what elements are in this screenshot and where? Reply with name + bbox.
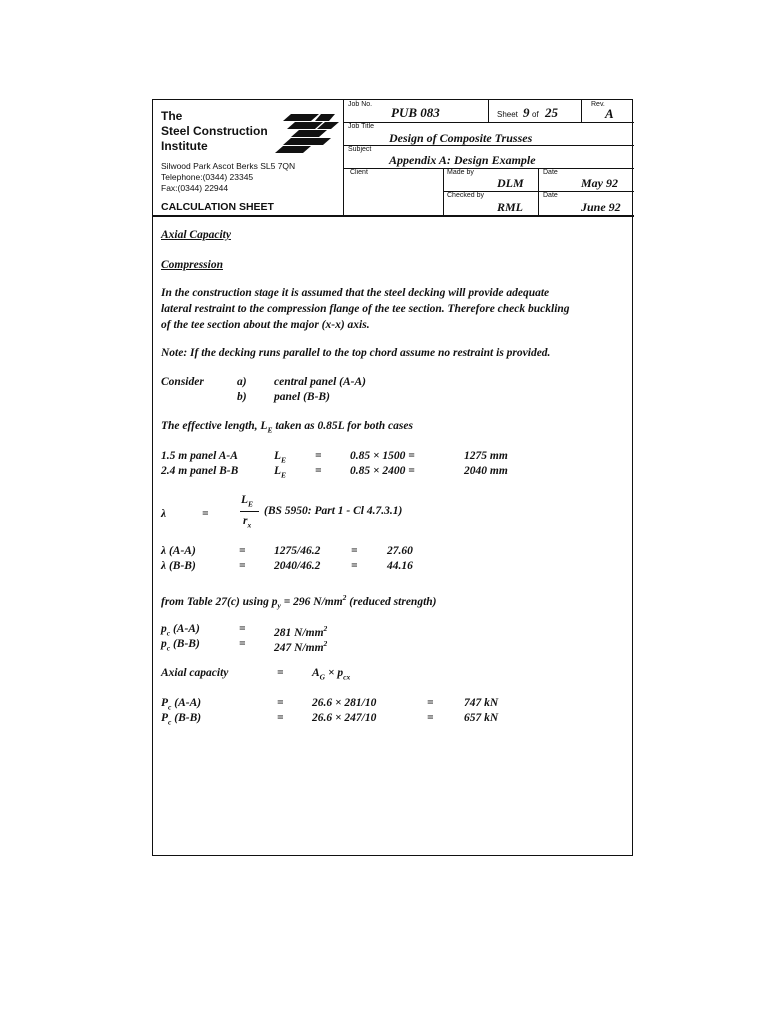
Pc-row-1-eq2: = (427, 697, 434, 709)
checked-date-label: Date (543, 192, 558, 199)
lambda-num-sub: E (248, 499, 254, 509)
pc-row-2-sub: c (166, 643, 171, 653)
pc-row-1-case: (A-A) (170, 623, 200, 635)
pc-row-2-label (161, 637, 200, 655)
header-bottom-rule (153, 215, 634, 217)
case-a-mark: a) (237, 376, 247, 388)
paragraph-line-3: of the tee section about the major (x-x) axis. (161, 319, 370, 331)
institute-name-line2: Steel Construction (161, 124, 268, 138)
Pc-row-1-eq: = (277, 697, 284, 709)
sheet-label: Sheet (497, 110, 518, 119)
table-ref-mid: = 296 N/mm (280, 595, 343, 608)
header-rule-1 (343, 122, 634, 123)
checked-by-value: RML (497, 200, 524, 214)
lambda-row-2-eq2: = (351, 560, 358, 572)
Pc-row-1-case: (A-A) (171, 697, 202, 709)
case-a-text: central panel (A-A) (274, 376, 366, 388)
axial-a: A (312, 667, 320, 679)
effective-length-pre: The effective length, L (161, 420, 268, 432)
made-date-value: May 92 (581, 176, 618, 190)
institute-name-line3: Institute (161, 139, 208, 153)
pc-row-1-sup: 2 (323, 624, 328, 633)
table-reference (161, 591, 437, 613)
len-row-1-expr: 0.85 × 1500 = (350, 450, 415, 462)
job-title-value: Design of Composite Trusses (389, 131, 533, 145)
header-rule-3 (343, 168, 634, 169)
Pc-row-2-sub: c (168, 717, 172, 727)
calculation-sheet (152, 99, 633, 856)
Pc-row-2-eq2: = (427, 712, 434, 724)
effective-length-sub: E (267, 425, 273, 435)
axial-capacity-expr (312, 666, 350, 684)
len-row-2-result: 2040 mm (464, 465, 508, 477)
subject-value: Appendix A: Design Example (389, 153, 536, 167)
len-row-1-sym-letter: L (274, 450, 282, 462)
lambda-num-letter: L (241, 494, 249, 506)
heading-compression: Compression (161, 259, 223, 271)
len-row-2-sym (274, 464, 286, 482)
lambda-row-1-result: 27.60 (387, 545, 413, 557)
job-no-label: Job No. (348, 101, 373, 108)
header-vline-madeby (443, 168, 444, 215)
institute-name-line1: The (161, 109, 183, 123)
len-row-1-eq: = (315, 450, 322, 462)
rev-label: Rev. (591, 101, 605, 108)
pc-row-2-sym: p (161, 638, 167, 650)
table-ref-post: (reduced strength) (346, 595, 437, 608)
heading-axial-capacity: Axial Capacity (161, 229, 231, 241)
Pc-row-2-expr: 26.6 × 247/10 (312, 712, 377, 724)
effective-length-post: taken as 0.85L for both cases (272, 420, 413, 432)
checked-by-label: Checked by (447, 192, 484, 199)
made-by-label: Made by (447, 169, 474, 176)
len-row-2-sym-letter: L (274, 465, 282, 477)
client-label: Client (350, 169, 368, 176)
pc-row-2-value (274, 637, 327, 655)
pc-row-1-sym: p (161, 623, 167, 635)
header-vline-rev (581, 100, 582, 122)
checked-date-value: June 92 (581, 200, 621, 214)
Pc-row-1-result: 747 kN (464, 697, 499, 709)
Pc-row-2-label (161, 711, 201, 729)
len-row-2-eq: = (315, 465, 322, 477)
header-divider-vertical (343, 100, 344, 215)
Pc-row-1-sym: P (161, 697, 169, 709)
paragraph-line-1: In the construction stage it is assumed that the steel decking will provide adequate (161, 287, 550, 299)
lambda-den-sub: x (247, 520, 252, 530)
Pc-row-2-eq: = (277, 712, 284, 724)
sheet-total: 25 (545, 105, 558, 120)
pc-row-1-sub: c (166, 628, 171, 638)
subject-label: Subject (348, 146, 372, 153)
institute-address: Silwood Park Ascot Berks SL5 7QN (161, 161, 296, 171)
table-ref-sub: y (277, 601, 281, 611)
axial-p-sub: cx (343, 672, 351, 682)
case-b-text: panel (B-B) (274, 391, 330, 403)
lambda-row-2-label: λ (B-B) (161, 560, 196, 572)
lambda-reference: (BS 5950: Part 1 - Cl 4.7.3.1) (264, 505, 403, 517)
table-ref-sup: 2 (342, 593, 347, 602)
made-date-label: Date (543, 169, 558, 176)
axial-times: × p (325, 667, 344, 679)
lambda-row-1-expr: 1275/46.2 (274, 545, 321, 557)
len-row-1-sym-sub: E (281, 455, 287, 465)
header-vline-sheet (488, 100, 489, 122)
len-row-2-expr: 0.85 × 2400 = (350, 465, 415, 477)
institute-fax: Fax:(0344) 22944 (161, 183, 229, 193)
lambda-denominator (243, 514, 251, 532)
paragraph-line-2: lateral restraint to the compression flange of the tee section. Therefore check buckling (161, 303, 570, 315)
lambda-row-1-eq: = (239, 545, 246, 557)
Pc-row-1-sub: c (168, 702, 172, 712)
lambda-symbol: λ (161, 508, 167, 520)
lambda-row-1-label: λ (A-A) (161, 545, 196, 557)
lambda-row-1-eq2: = (351, 545, 358, 557)
len-row-2-panel: 2.4 m panel B-B (161, 465, 239, 477)
pc-row-1-eq: = (239, 623, 246, 635)
lambda-eq: = (202, 508, 209, 520)
table-ref-pre: from Table 27(c) using p (161, 595, 278, 608)
pc-row-1-val: 281 N/mm (274, 626, 324, 639)
Pc-row-2-result: 657 kN (464, 712, 499, 724)
case-b-mark: b) (237, 391, 247, 403)
job-title-label: Job Title (348, 123, 375, 130)
lambda-row-2-eq: = (239, 560, 246, 572)
sheet-of-label: of (532, 110, 539, 119)
lambda-numerator (241, 493, 253, 511)
pc-row-2-val: 247 N/mm (274, 641, 324, 654)
Pc-row-1-expr: 26.6 × 281/10 (312, 697, 377, 709)
len-row-2-sym-sub: E (281, 470, 287, 480)
len-row-1-panel: 1.5 m panel A-A (161, 450, 238, 462)
axial-capacity-label: Axial capacity (161, 667, 229, 679)
rev-value: A (605, 106, 614, 121)
axial-capacity-eq: = (277, 667, 284, 679)
Pc-row-2-case: (B-B) (171, 712, 202, 724)
pc-row-2-case: (B-B) (170, 638, 200, 650)
sheet-type: CALCULATION SHEET (161, 201, 274, 213)
pc-row-2-sup: 2 (323, 639, 328, 648)
consider-label: Consider (161, 376, 204, 388)
pc-row-2-eq: = (239, 638, 246, 650)
lambda-row-2-result: 44.16 (387, 560, 413, 572)
len-row-1-result: 1275 mm (464, 450, 508, 462)
header-vline-date (538, 168, 539, 215)
sheet-number: 9 (523, 105, 530, 120)
lambda-row-2-expr: 2040/46.2 (274, 560, 321, 572)
axial-a-sub: G (319, 672, 326, 682)
made-by-value: DLM (497, 176, 524, 190)
lambda-den-letter: r (243, 515, 248, 527)
lambda-fraction-bar (240, 511, 259, 512)
effective-length-statement (161, 419, 413, 437)
sci-logo (273, 110, 339, 156)
job-no-value: PUB 083 (391, 105, 440, 120)
institute-telephone: Telephone:(0344) 23345 (161, 172, 254, 182)
note: Note: If the decking runs parallel to the top chord assume no restraint is provided. (161, 347, 551, 359)
Pc-row-2-sym: P (161, 712, 169, 724)
